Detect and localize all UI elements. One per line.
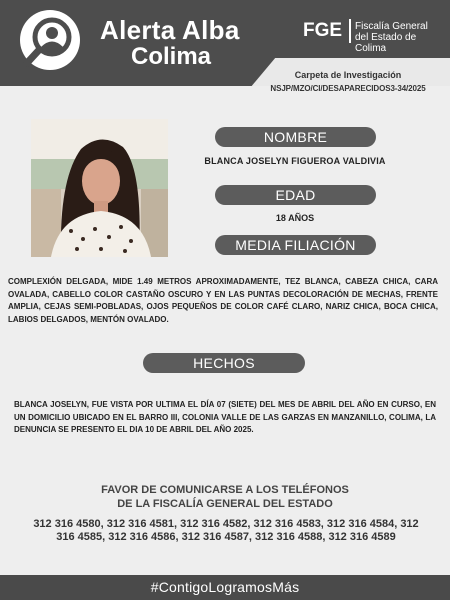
org-name-line2: del Estado de Colima [355,32,417,54]
hechos-label: HECHOS [143,353,305,373]
missing-person-photo [31,119,168,257]
case-label: Carpeta de Investigación [294,70,402,80]
media-filiacion-label: MEDIA FILIACIÓN [215,235,376,255]
alert-title: Alerta Alba [100,15,240,45]
alert-subtitle: Colima [131,43,212,70]
org-name-line1: Fiscalía General [355,21,428,32]
nombre-label: NOMBRE [215,127,376,147]
magnifier-person-icon [14,8,82,76]
contact-line1: FAVOR DE COMUNICARSE A LOS TELÉFONOS [101,484,349,496]
phone-numbers: 312 316 4580, 312 316 4581, 312 316 4582, 312 316 4583, 312 316 4584, 312 316 4585, 312 316 4586, 312 316 4587, 312 316 4588, 312 316 4589 [33,518,419,543]
org-divider [349,19,351,43]
physical-description: COMPLEXIÓN DELGADA, MIDE 1.49 METROS APROXIMADAMENTE, TEZ BLANCA, CABEZA CHICA, CARA OVALADA, CABELLO COLOR CASTAÑO OSCURO Y EN LAS PUNTAS DECOLORACIÓN DE MECHAS, FRENTE AMPLIA, CEJAS SEMI-POBLADAS, OJOS PEQUEÑOS DE COLOR CAFÉ CLARO, NARIZ CHICA, BOCA CHICA, LABIOS DELGADOS, MENTÓN OVALADO. [8,277,438,324]
org-acronym: FGE [303,20,343,41]
contact-line2: DE LA FISCALÍA GENERAL DEL ESTADO [117,498,333,510]
hechos-text: BLANCA JOSELYN, FUE VISTA POR ULTIMA EL DÍA 07 (SIETE) DEL MES DE ABRIL DEL AÑO EN CURSO, EN UN DOMICILIO UBICADO EN EL BARRO III, COLONIA VALLE DE LAS GARZAS EN MANZANILLO, COLIMA, LA DENUNCIA SE PRESENTO EL DIA 10 DE ABRIL DEL AÑO 2025. [14,400,436,434]
edad-label: EDAD [215,185,376,205]
case-number: NSJP/MZO/CI/DESAPARECIDOS3-34/2025 [270,84,426,93]
person-name: BLANCA JOSELYN FIGUEROA VALDIVIA [204,156,386,166]
person-age: 18 AÑOS [275,213,315,223]
footer-hashtag: #ContigoLogramosMás [0,575,450,600]
